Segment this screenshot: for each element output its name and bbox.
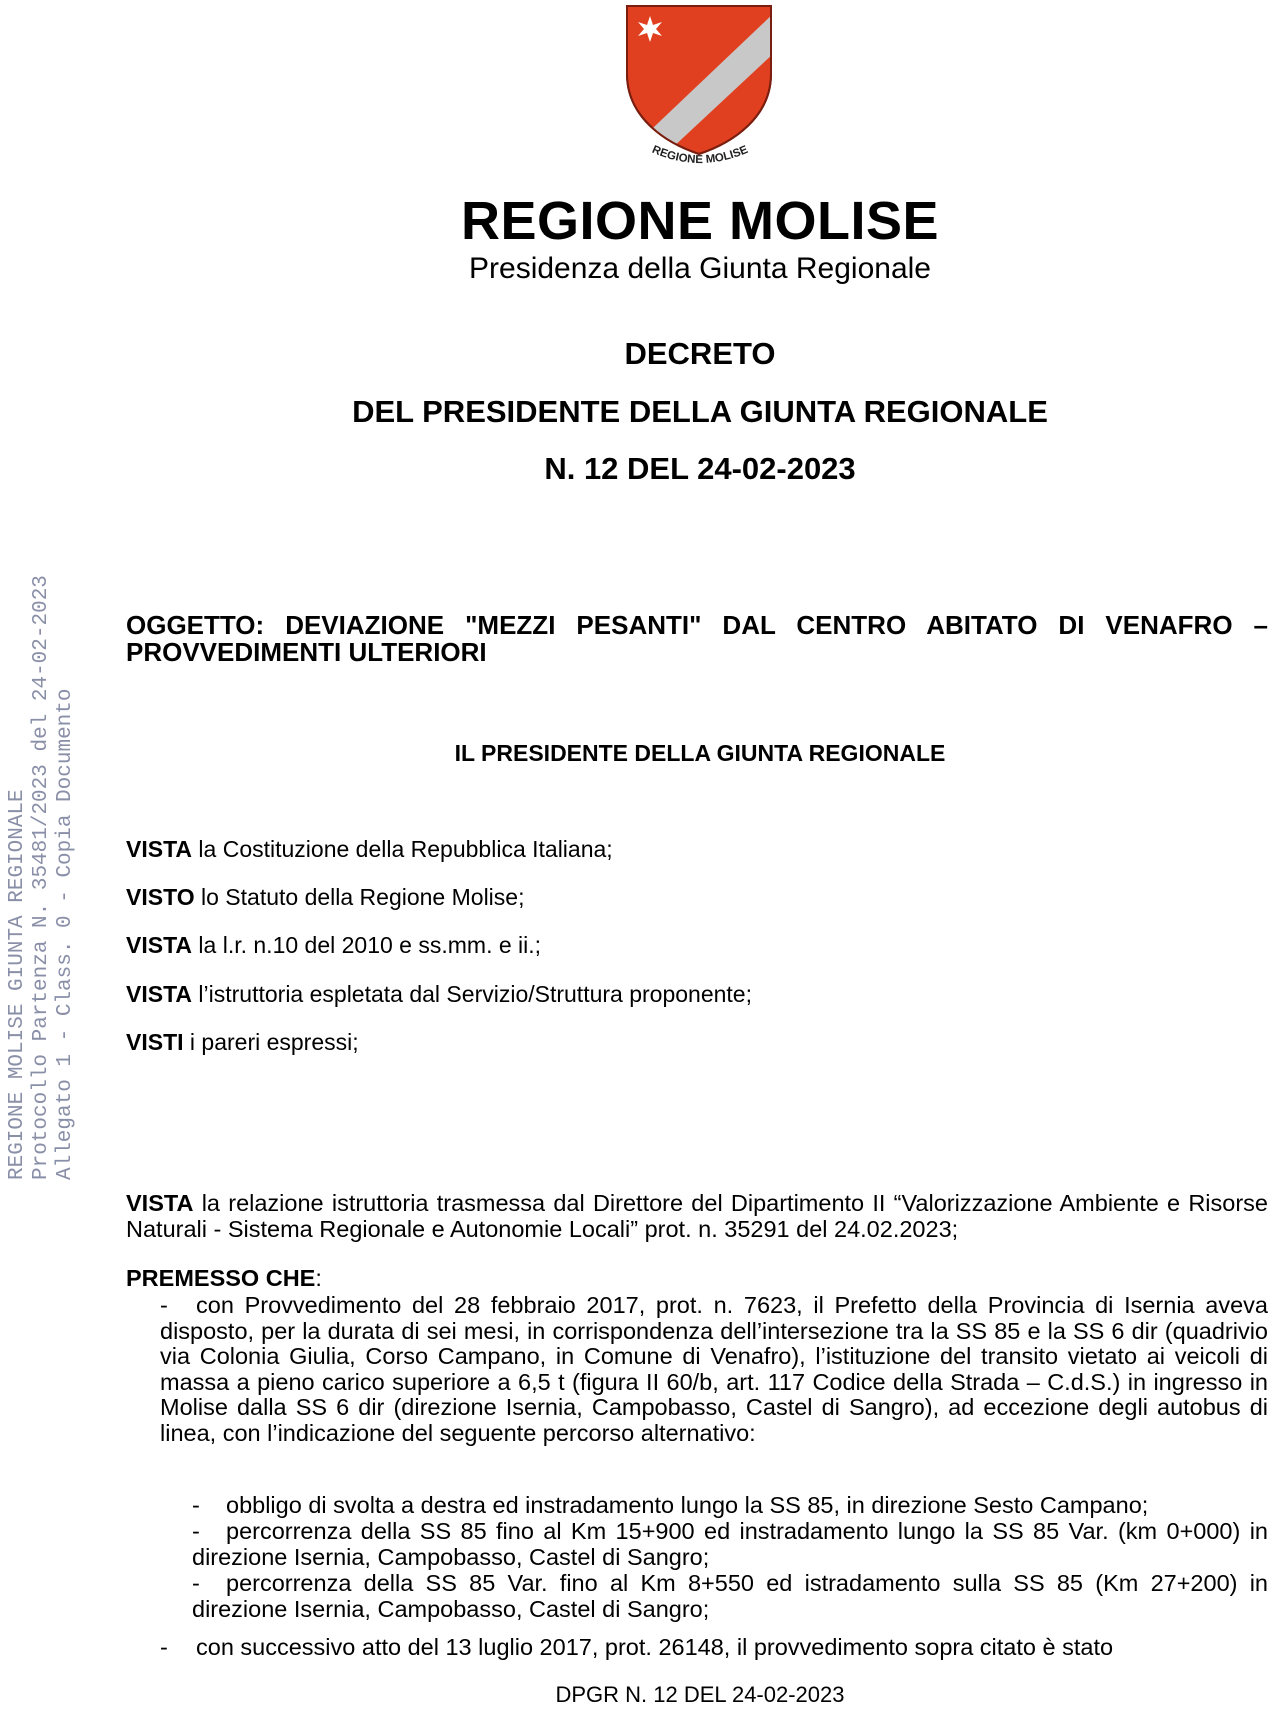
list-item: - con successivo atto del 13 luglio 2017, prot. 26148, il provvedimento sopra citato è stato (160, 1634, 1114, 1660)
president-heading: IL PRESIDENTE DELLA GIUNTA REGIONALE (454, 740, 946, 766)
subject-heading: OGGETTO: DEVIAZIONE "MEZZI PESANTI" DAL CENTRO ABITATO DI VENAFRO – PROVVEDIMENTI ULTERIORI (126, 610, 1268, 667)
decree-heading: DECRETO (624, 336, 776, 371)
premesso-heading: PREMESSO CHE: (126, 1265, 322, 1291)
protocol-stamp (6, 480, 86, 1180)
logo-text: REGIONE MOLISE (650, 143, 750, 167)
stamp-line-2: Protocollo Partenza N. 35481/2023 del 24-02-2023 (30, 575, 53, 1180)
vista-item: VISTI i pareri espressi; (126, 1029, 359, 1055)
regione-molise-logo (625, 4, 775, 174)
sub-list-item: - percorrenza della SS 85 Var. fino al Km 8+550 ed istradamento sulla SS 85 (Km 27+200) in direzione Isernia, Campobasso, Castel di Sangro; (192, 1570, 1268, 1622)
decree-heading-line2: DEL PRESIDENTE DELLA GIUNTA REGIONALE (352, 394, 1048, 429)
decree-number: N. 12 DEL 24-02-2023 (544, 451, 856, 486)
sub-list-item: - obbligo di svolta a destra ed instradamento lungo la SS 85, in direzione Sesto Campano; (192, 1492, 1149, 1518)
page-footer: DPGR N. 12 DEL 24-02-2023 (555, 1682, 845, 1707)
vista-item: VISTA la Costituzione della Repubblica Italiana; (126, 836, 613, 862)
relazione-paragraph: VISTA la relazione istruttoria trasmessa dal Direttore del Dipartimento II “Valorizzazione Ambiente e Risorse Naturali - Sistema Regionale e Autonomie Locali” prot. n. 35291 del 24.02.2023; (126, 1190, 1268, 1242)
vista-item: VISTA l’istruttoria espletata dal Servizio/Struttura proponente; (126, 981, 752, 1007)
vista-item: VISTO lo Statuto della Regione Molise; (126, 884, 525, 910)
stamp-line-1: REGIONE MOLISE GIUNTA REGIONALE (6, 789, 29, 1180)
stamp-line-3: Allegato 1 - Class. 0 - Copia Documento (54, 688, 77, 1180)
sub-list-item: - percorrenza della SS 85 fino al Km 15+900 ed instradamento lungo la SS 85 Var. (km 0+000) in direzione Isernia, Campobasso, Castel di Sangro; (192, 1518, 1268, 1570)
vista-item: VISTA la l.r. n.10 del 2010 e ss.mm. e ii.; (126, 932, 542, 958)
region-subtitle: Presidenza della Giunta Regionale (469, 252, 931, 285)
region-title: REGIONE MOLISE (460, 191, 940, 251)
list-item: - con Provvedimento del 28 febbraio 2017, prot. n. 7623, il Prefetto della Provincia di Isernia aveva disposto, per la durata di sei mesi, in corrispondenza dell’intersezione tra la SS 85 e la SS 6 dir (quadrivio via Colonia Giulia, Corso Campano, in Comune di Venafro), l’istituzione del transito vietato ai veicoli di massa a pieno carico superiore a 6,5 t (figura II 60/b, art. 117 Codice della Strada – C.d.S.) in ingresso in Molise dalla SS 6 dir (direzione Isernia, Campobasso, Castel di Sangro), ad eccezione degli autobus di linea, con l’indicazione del seguente percorso alternativo: (160, 1292, 1268, 1446)
